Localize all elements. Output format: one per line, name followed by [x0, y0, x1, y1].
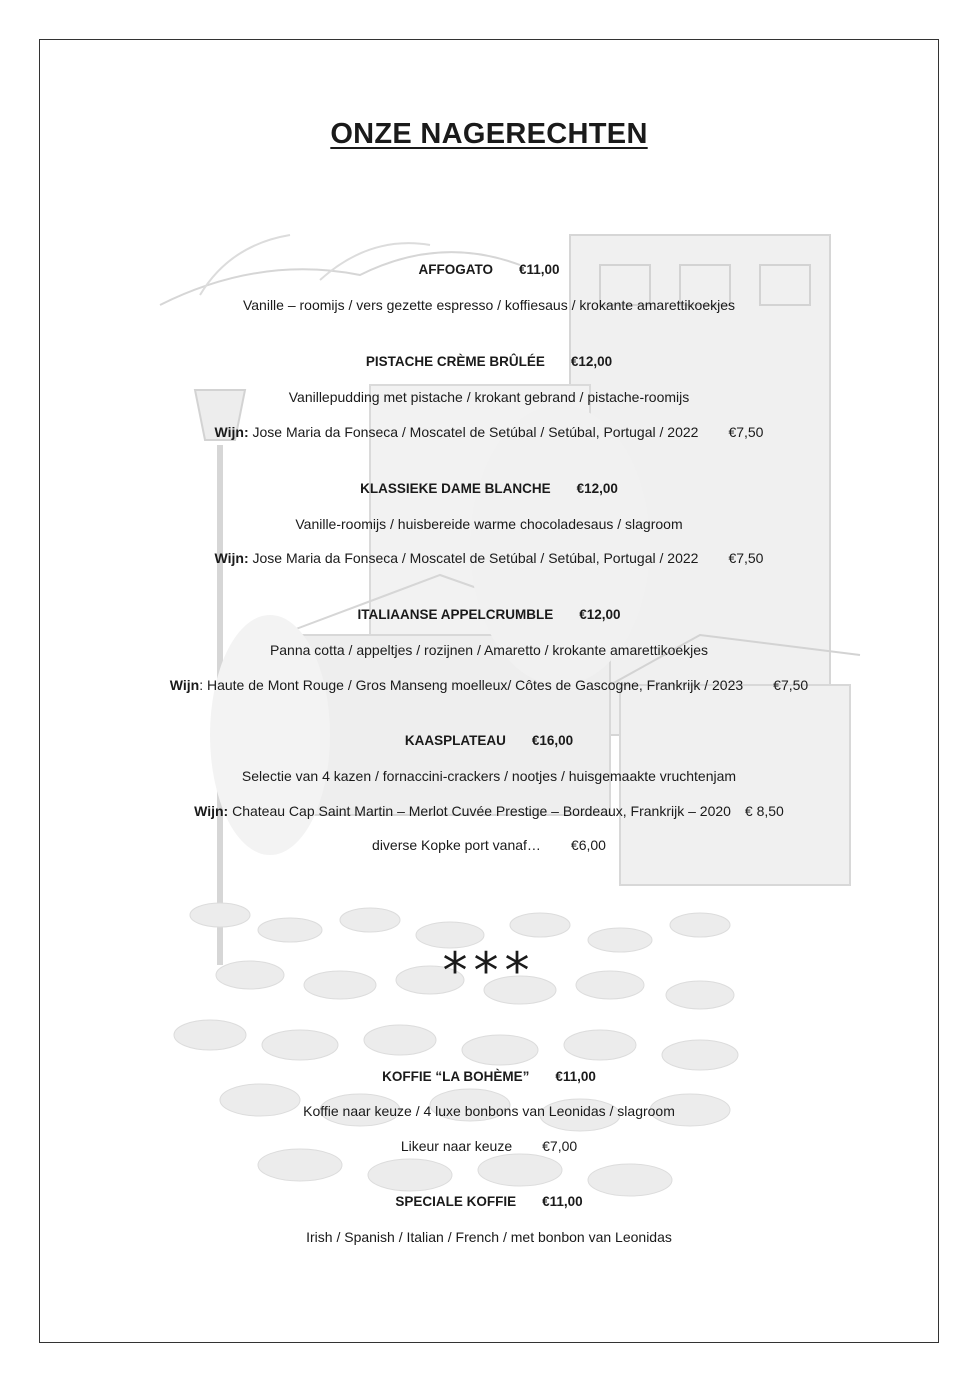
- wine-price: €7,50: [728, 550, 764, 566]
- dish-description: Vanillepudding met pistache / krokant gebrand / pistache-roomijs: [288, 389, 690, 405]
- wine-label: Wijn:: [214, 424, 249, 440]
- wine-price: € 8,50: [744, 803, 784, 819]
- dish-price: €12,00: [576, 481, 618, 496]
- dish-price: €11,00: [518, 262, 560, 277]
- wine-name: Jose Maria da Fonseca / Moscatel de Setúbal / Setúbal, Portugal / 2022: [252, 424, 699, 440]
- coffee-name: SPECIALE KOFFIE: [395, 1194, 517, 1209]
- dish-name: AFFOGATO: [418, 262, 493, 277]
- dish-price: €16,00: [531, 733, 574, 748]
- wine-pairing: [40, 677, 938, 693]
- wine-name: Jose Maria da Fonseca / Moscatel de Setúbal / Setúbal, Portugal / 2022: [252, 550, 699, 566]
- dish-description: Selectie van 4 kazen / fornaccini-crackers / nootjes / huisgemaakte vruchtenjam: [241, 768, 737, 784]
- page-title: ONZE NAGERECHTEN: [330, 118, 648, 150]
- wine-pairing: [40, 803, 938, 819]
- wine-label: Wijn:: [194, 803, 229, 819]
- dish-heading: [40, 354, 938, 369]
- wine-pairing: [40, 424, 938, 440]
- extra-price: €7,00: [542, 1138, 578, 1154]
- menu-page: [39, 39, 939, 1343]
- dish-heading: [40, 262, 938, 277]
- menu-content: [40, 40, 938, 1342]
- wine-label: Wijn: [169, 677, 200, 693]
- dish-name: KLASSIEKE DAME BLANCHE: [360, 481, 551, 496]
- dish-description: Vanille – roomijs / vers gezette espresso / koffiesaus / krokante amarettikoekjes: [242, 297, 736, 313]
- dish-price: €12,00: [579, 607, 621, 622]
- extra-offer: [40, 837, 938, 853]
- dish-description: Panna cotta / appeltjes / rozijnen / Amaretto / krokante amarettikoekjes: [269, 642, 709, 658]
- dish-heading: [40, 481, 938, 496]
- coffee-heading: [40, 1194, 938, 1209]
- wine-price: €7,50: [773, 677, 809, 693]
- extra-price: €6,00: [570, 837, 606, 853]
- coffee-heading: [40, 1069, 938, 1084]
- wine-label: Wijn:: [214, 550, 249, 566]
- extra-name: diverse Kopke port vanaf…: [372, 837, 541, 853]
- wine-name: : Haute de Mont Rouge / Gros Manseng moelleux/ Côtes de Gascogne, Frankrijk / 2023: [199, 677, 744, 693]
- dish-description: Vanille-roomijs / huisbereide warme chocoladesaus / slagroom: [295, 516, 683, 532]
- coffee-price: €11,00: [555, 1069, 596, 1084]
- coffee-price: €11,00: [542, 1194, 583, 1209]
- coffee-name: KOFFIE “LA BOHÈME”: [382, 1069, 530, 1084]
- wine-price: €7,50: [728, 424, 764, 440]
- extra-name: Likeur naar keuze: [400, 1138, 513, 1154]
- coffee-description: Koffie naar keuze / 4 luxe bonbons van Leonidas / slagroom: [303, 1103, 675, 1119]
- dish-heading: [40, 607, 938, 622]
- section-separator: ***: [442, 942, 536, 1000]
- coffee-description: Irish / Spanish / Italian / French / met bonbon van Leonidas: [306, 1229, 672, 1245]
- dish-name: ITALIAANSE APPELCRUMBLE: [357, 607, 554, 622]
- wine-pairing: [40, 550, 938, 566]
- dish-heading: [40, 733, 938, 748]
- extra-offer: [40, 1138, 938, 1154]
- dish-name: KAASPLATEAU: [404, 733, 506, 748]
- dish-name: PISTACHE CRÈME BRÛLÉE: [365, 354, 545, 369]
- wine-name: Chateau Cap Saint Martin – Merlot Cuvée Prestige – Bordeaux, Frankrijk – 2020: [232, 803, 731, 819]
- dish-price: €12,00: [570, 354, 613, 369]
